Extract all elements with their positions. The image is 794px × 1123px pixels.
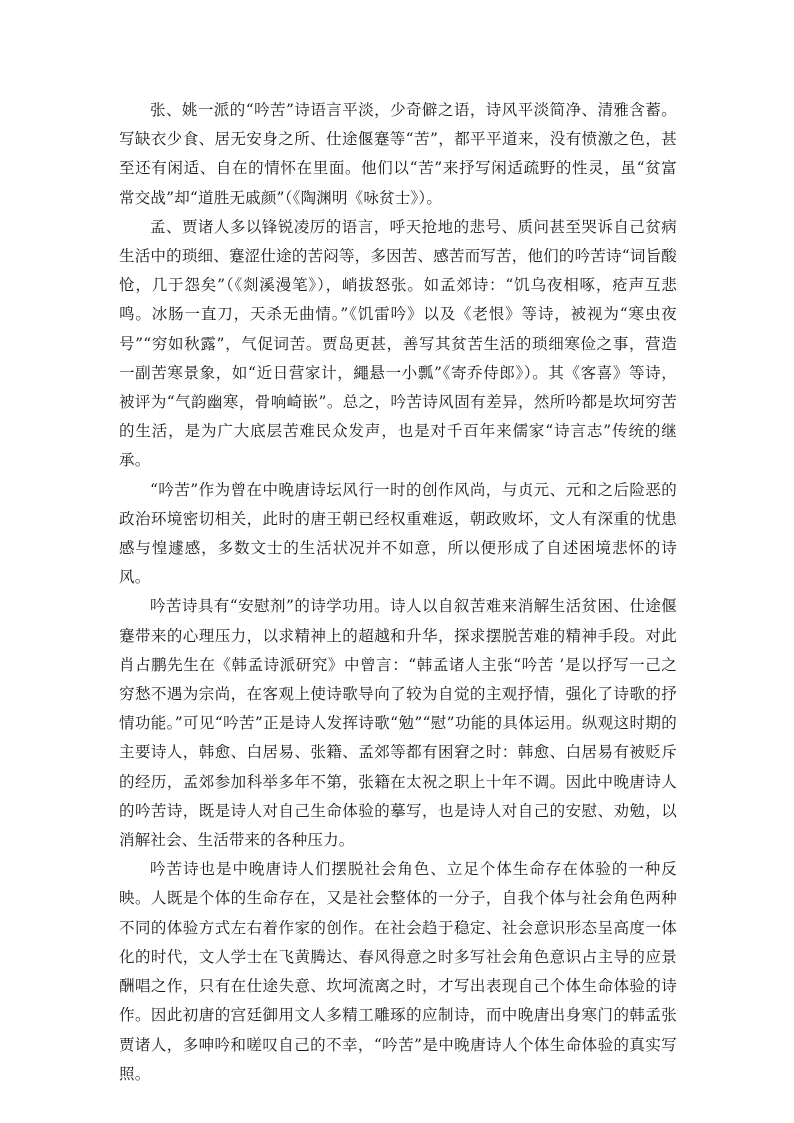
essay-body xyxy=(119,96,677,1089)
paragraph-zhang-yao-style: 张、姚一派的“吟苦”诗语言平淡，少奇僻之语，诗风平淡简净、清雅含蓄。写缺衣少食、居无安身之所、仕途偃蹇等“苦”，都平平道来，没有愤激之色，甚至还有闲适、自在的情怀在里面。他们以“苦”来抒写闲适疏野的性灵，虽“贫富常交战”却“道胜无戚颜”（《陶渊明《咏贫士》）。 xyxy=(119,101,677,207)
paragraph-individual-experience: 吟苦诗也是中晚唐诗人们摆脱社会角色、立足个体生命存在体验的一种反映。人既是个体的生命存在，又是社会整体的一分子，自我个体与社会角色两种不同的体验方式左右着作家的创作。在社会趋于稳定、社会意识形态呈高度一体化的时代，文人学士在飞黄腾达、春风得意之时多写社会角色意识占主导的应景酬唱之作，只有在仕途失意、坎坷流离之时，才写出表现自己个体生命体验的诗作。因此初唐的宫廷御用文人多精工雕琢的应制诗，而中晚唐出身寒门的韩孟张贾诸人，多呻吟和嗟叹自己的不幸，“吟苦”是中晚唐诗人个体生命体验的真实写照。 xyxy=(119,860,677,1083)
paragraph-meng-jia-style: 孟、贾诸人多以锋锐凌厉的语言，呼天抢地的悲号、质问甚至哭诉自己贫病生活中的琐细、蹇涩仕途的苦闷等，多因苦、感苦而写苦，他们的吟苦诗“词旨酸怆，几于怨矣”（《剡溪漫笔》），峭拔怒张。如孟郊诗：“饥乌夜相啄，疮声互悲鸣。冰肠一直刀，天杀无曲情。”《饥雷吟》以及《老恨》等诗，被视为“寒虫夜号”“穷如秋露”，气促词苦。贾岛更甚，善写其贫苦生活的琐细寒俭之事，营造一副苦寒景象，如“近日营家计，繩悬一小瓢”《寄乔侍郎》）。其《客喜》等诗，被评为“气韵幽寒，骨响崎嵌”。总之，吟苦诗风固有差异，然所吟都是坎坷穷苦的生活，是为广大底层苦难民众发声，也是对千百年来儒家“诗言志”传统的继承。 xyxy=(119,217,677,470)
paragraph-consolation-function: 吟苦诗具有“安慰剂”的诗学功用。诗人以自叙苦难来消解生活贫困、仕途偃蹇带来的心理压力，以求精神上的超越和升华，探求摆脱苦难的精神手段。对此肖占鹏先生在《韩孟诗派研究》中曾言：“韩孟诸人主张“吟苦 ’是以抒写一己之穷愁不遇为宗尚，在客观上使诗歌导向了较为自觉的主观抒情，强化了诗歌的抒情功能。”可见“吟苦”正是诗人发挥诗歌“勉”“慰”功能的具体运用。纵观这时期的主要诗人，韩愈、白居易、张籍、孟郊等都有困窘之时：韩愈、白居易有被贬斥的经历，孟郊参加科举多年不第，张籍在太祝之职上十年不调。因此中晚唐诗人的吟苦诗，既是诗人对自己生命体验的摹写，也是诗人对自己的安慰、劝勉，以消解社会、生活带来的各种压力。 xyxy=(119,597,677,850)
paragraph-historical-context: “吟苦”作为曾在中晚唐诗坛风行一时的创作风尚，与贞元、元和之后险恶的政治环境密切相关，此时的唐王朝已经权重难返，朝政败坏，文人有深重的忧患感与惶遽感，多数文士的生活状况并不如意，所以便形成了自述困境悲怀的诗风。 xyxy=(119,480,677,587)
